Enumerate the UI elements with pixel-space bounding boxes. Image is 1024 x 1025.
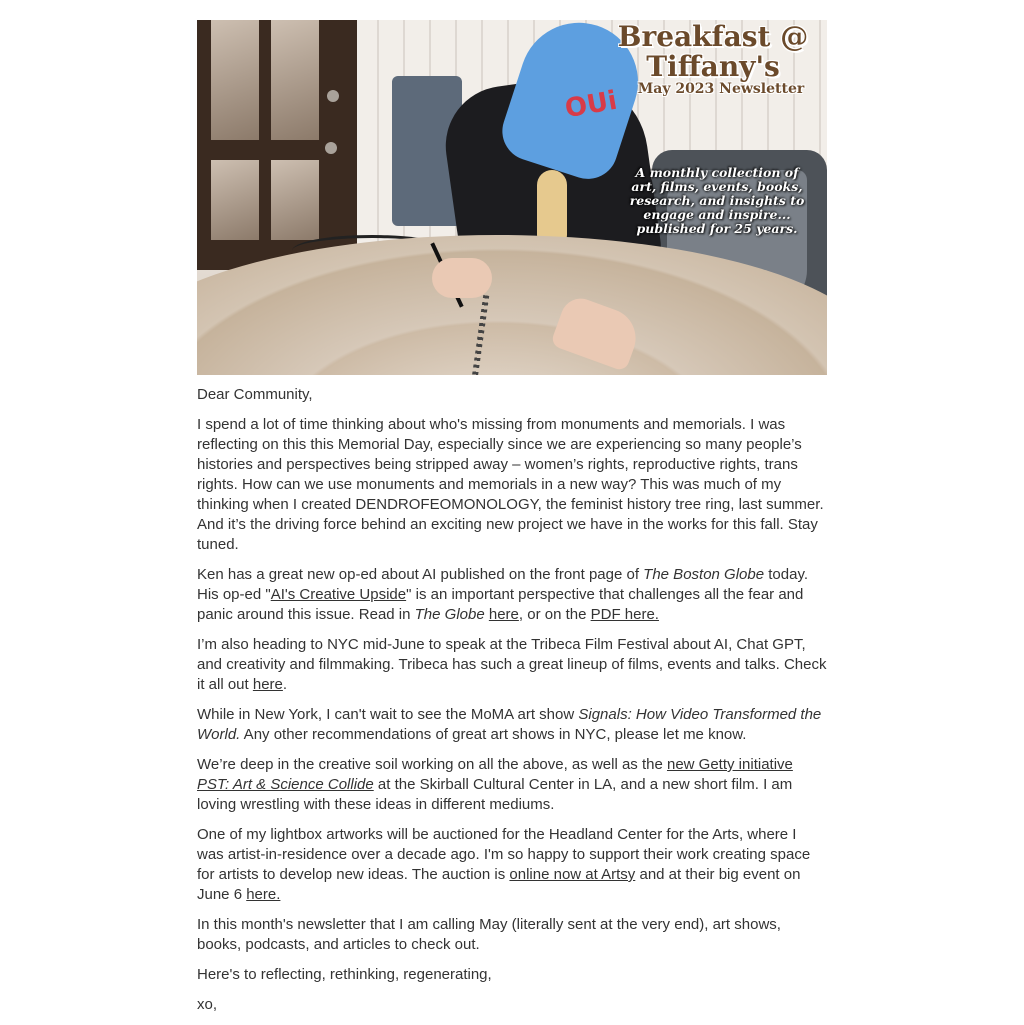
paragraph-oped: Ken has a great new op-ed about AI published on the front page of The Boston Globe today. His op-ed "AI's Creative Upside" is an important perspective that challenges all the fear and panic around this issue. Read in The Globe here, or on the PDF here. xyxy=(197,566,809,623)
hero-banner-image xyxy=(197,20,827,375)
cap-lettering: OUi xyxy=(562,85,620,125)
pdf-link[interactable]: PDF here. xyxy=(590,606,659,623)
tribeca-here-link[interactable]: here xyxy=(252,676,283,693)
auction-here-link[interactable]: here. xyxy=(246,886,281,903)
paragraph-memorials: I spend a lot of time thinking about who's missing from monuments and memorials. I was reflecting on this this Memorial Day, especially since we are experiencing so many people’s histories and perspectives being stripped away – women’s rights, reproductive rights, trans rights. How can we use monuments and memorials in a new way? This was much of my thinking when I created DENDROFEOMONOLOGY, the feminist history tree ring, last summer. And it’s the driving force behind an exciting new project we have in the works for this fall. Stay tuned. xyxy=(197,416,824,553)
getty-link[interactable]: new Getty initiative PST: Art & Science Collide xyxy=(197,756,793,793)
title-line-1: Breakfast @ xyxy=(617,20,809,53)
newsletter-tagline: A monthly collection of art, films, events, books, research, and insights to engage and inspire... published for 25 years. xyxy=(629,165,805,236)
newsletter-title xyxy=(603,22,823,82)
paragraph-moma: While in New York, I can't wait to see the MoMA art show Signals: How Video Transformed the World. Any other recommendations of great art shows in NYC, please let me know. xyxy=(197,706,822,743)
greeting: Dear Community, xyxy=(197,386,313,403)
title-line-2: Tiffany's xyxy=(646,50,780,83)
door-knob xyxy=(327,90,339,102)
newsletter-subtitle: May 2023 Newsletter xyxy=(637,81,805,97)
artsy-link[interactable]: online now at Artsy xyxy=(509,866,636,883)
paragraph-closing: Here's to reflecting, rethinking, regenerating, xyxy=(197,966,492,983)
globe-here-link[interactable]: here xyxy=(488,606,519,623)
hand-left xyxy=(432,258,492,298)
paragraph-tribeca: I’m also heading to NYC mid-June to speak at the Tribeca Film Festival about AI, Chat GPT, and creativity and filmmaking. Tribeca has such a great lineup of films, events and talks. Check it all out here. xyxy=(197,636,827,693)
newsletter-column xyxy=(197,20,827,1025)
door-knob xyxy=(325,142,337,154)
signoff: xo, xyxy=(197,996,218,1013)
paragraph-newsletter-intro: In this month's newsletter that I am calling May (literally sent at the very end), art shows, books, podcasts, and articles to check out. xyxy=(197,916,781,953)
letter-body xyxy=(197,385,827,1015)
oped-link[interactable]: AI's Creative Upside xyxy=(270,586,407,603)
paragraph-getty: We’re deep in the creative soil working on all the above, as well as the new Getty initiative PST: Art & Science Collide at the Skirball Cultural Center in LA, and a new short film. I am loving wrestling with these ideas in different mediums. xyxy=(197,756,793,813)
paragraph-auction: One of my lightbox artworks will be auctioned for the Headland Center for the Arts, where I was artist-in-residence over a decade ago. I'm so happy to support their work creating space for artists to develop new ideas. The auction is online now at Artsy and at their big event on June 6 here. xyxy=(197,826,811,903)
